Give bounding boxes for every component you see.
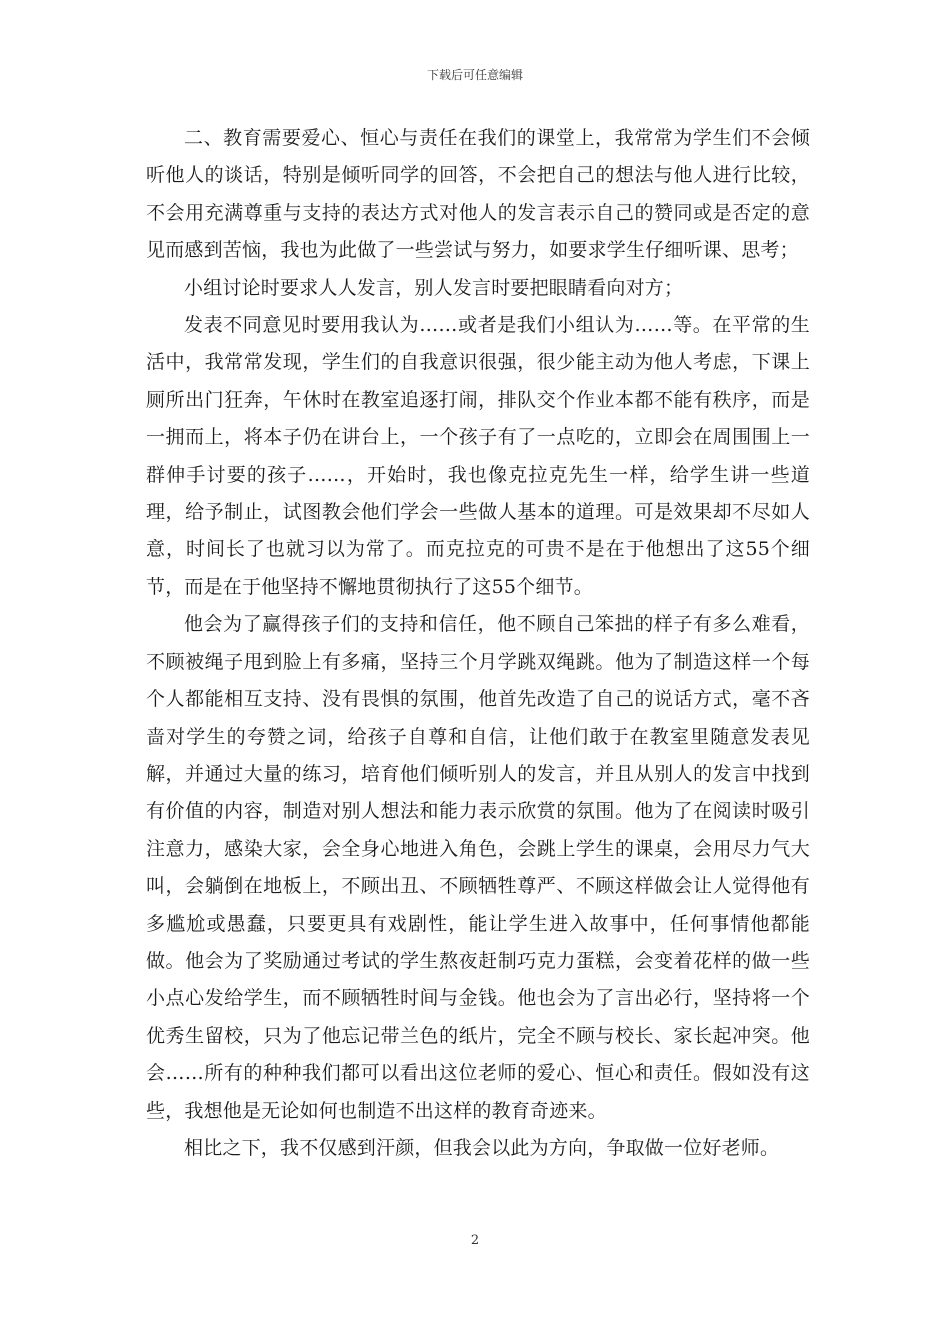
- paragraph: 发表不同意见时要用我认为……或者是我们小组认为……等。在平常的生活中，我常常发现，学生们的自我意识很强，很少能主动为他人考虑，下课上厕所出门狂奔，午休时在教室追逐打闹，排队交个作业本都不能有秩序，而是一拥而上，将本子仍在讲台上，一个孩子有了一点吃的，立即会在周围围上一群伸手讨要的孩子……，开始时，我也像克拉克先生一样，给学生讲一些道理，给予制止，试图教会他们学会一些做人基本的道理。可是效果却不尽如人意，时间长了也就习以为常了。而克拉克的可贵不是在于他想出了这55个细节，而是在于他坚持不懈地贯彻执行了这55个细节。: [146, 314, 810, 598]
- document-body: [146, 120, 810, 1167]
- page-header: 下载后可任意编辑: [426, 68, 523, 82]
- page-number: 2: [470, 1233, 480, 1248]
- paragraph: 相比之下，我不仅感到汗颜，但我会以此为方向，争取做一位好老师。: [184, 1136, 780, 1159]
- paragraph: 二、教育需要爱心、恒心与责任在我们的课堂上，我常常为学生们不会倾听他人的谈话，特别是倾听同学的回答，不会把自己的想法与他人进行比较，不会用充满尊重与支持的表达方式对他人的发言表示自己的赞同或是否定的意见而感到苦恼，我也为此做了一些尝试与努力，如要求学生仔细听课、思考；: [146, 127, 810, 262]
- paragraph: 他会为了赢得孩子们的支持和信任，他不顾自己笨拙的样子有多么难看，不顾被绳子甩到脸上有多痛，坚持三个月学跳双绳跳。他为了制造这样一个每个人都能相互支持、没有畏惧的氛围，他首先改造了自己的说话方式，毫不吝啬对学生的夸赞之词，给孩子自尊和自信，让他们敢于在教室里随意发表见解，并通过大量的练习，培育他们倾听别人的发言，并且从别人的发言中找到有价值的内容，制造对别人想法和能力表示欣赏的氛围。他为了在阅读时吸引注意力，感染大家，会全身心地进入角色，会跳上学生的课桌，会用尽力气大叫，会躺倒在地板上，不顾出丑、不顾牺牲尊严、不顾这样做会让人觉得他有多尴尬或愚蠢，只要更具有戏剧性，能让学生进入故事中，任何事情他都能做。他会为了奖励通过考试的学生熬夜赶制巧克力蛋糕，会变着花样的做一些小点心发给学生，而不顾牺牲时间与金钱。他也会为了言出必行，坚持将一个优秀生留校，只为了他忘记带兰色的纸片，完全不顾与校长、家长起冲突。他会……所有的种种我们都可以看出这位老师的爱心、恒心和责任。假如没有这些，我想他是无论如何也制造不出这样的教育奇迹来。: [146, 613, 810, 1122]
- paragraph: 小组讨论时要求人人发言，别人发言时要把眼睛看向对方；: [184, 276, 684, 299]
